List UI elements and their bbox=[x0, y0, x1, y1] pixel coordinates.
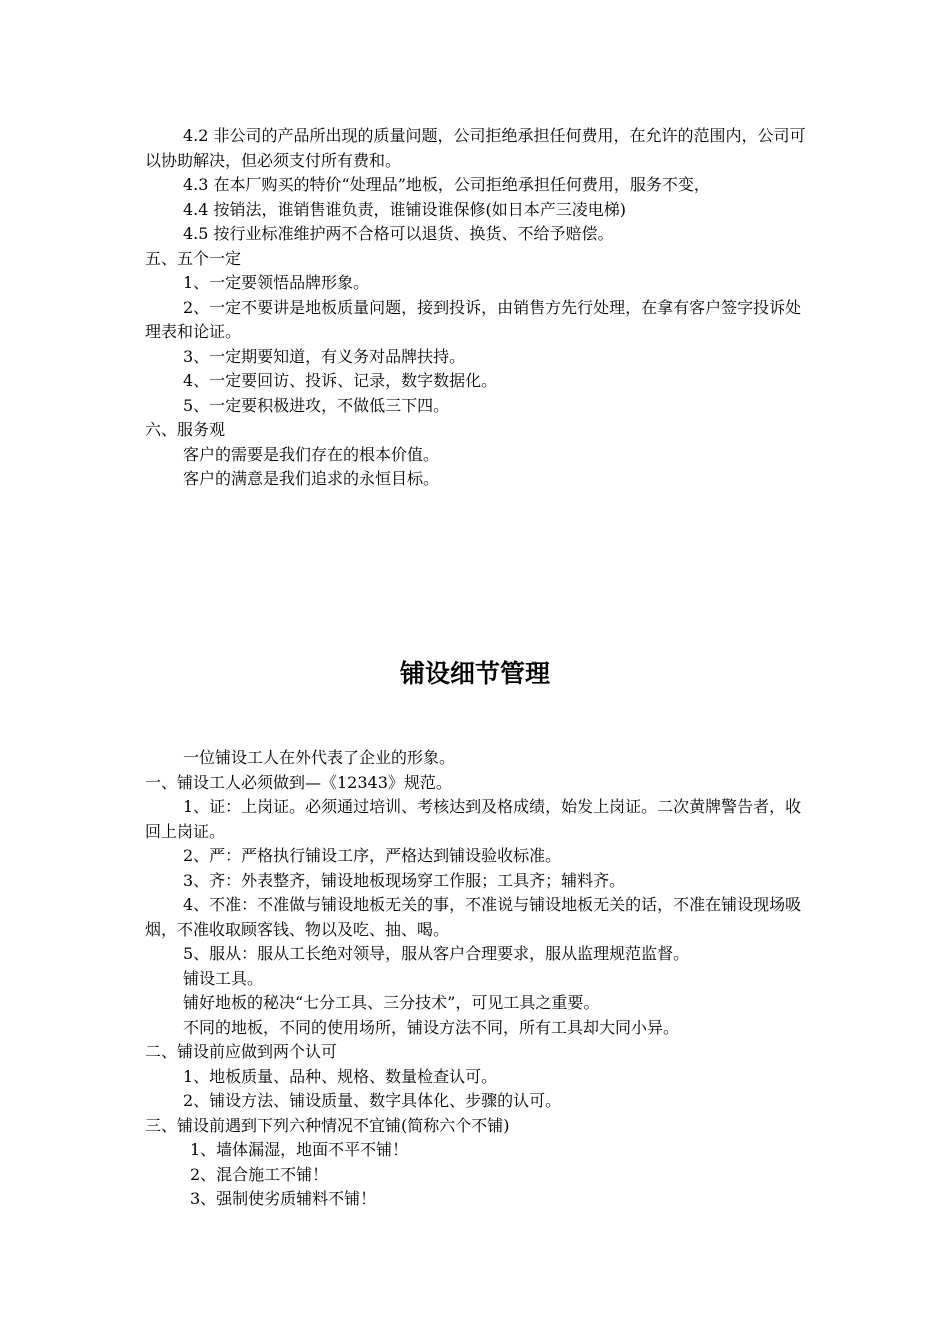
list-item-must-3: 3、一定期要知道，有义务对品牌扶持。 bbox=[183, 346, 466, 366]
list-item-must-4: 4、一定要回访、投诉、记录，数字数据化。 bbox=[183, 371, 498, 390]
tools-importance: 铺好地板的秘决“七分工具、三分技术”，可见工具之重要。 bbox=[183, 993, 600, 1012]
paragraph-4-2: 4.2 非公司的产品所出现的质量问题，公司拒绝承担任何费用，在允许的范围内，公司可以协助解决，但必须支付所有费和。 bbox=[145, 126, 806, 170]
list-item-must-1: 1、一定要领悟品牌形象。 bbox=[183, 273, 370, 292]
no-install-item-1: 1、墙体漏湿，地面不平不铺！ bbox=[190, 1140, 409, 1159]
standard-item-1: 1、证：上岗证。必须通过培训、考核达到及格成绩，始发上岗证。二次黄牌警告者，收回上岗证。 bbox=[145, 797, 802, 841]
tools-similarity: 不同的地板，不同的使用场所，铺设方法不同，所有工具却大同小异。 bbox=[183, 1017, 680, 1037]
heading-service-view: 六、服务观 bbox=[145, 420, 226, 439]
heading-six-no-install: 三、铺设前遇到下列六种情况不宜铺(简称六个不铺) bbox=[145, 1115, 510, 1135]
page-title: 铺设细节管理 bbox=[399, 659, 550, 688]
section-warranty-and-service bbox=[145, 124, 815, 492]
paragraph-4-3: 4.3 在本厂购买的特价“处理品”地板，公司拒绝承担任何费用，服务不变， bbox=[183, 175, 710, 194]
heading-five-musts: 五、五个一定 bbox=[145, 248, 242, 268]
paragraph-4-5: 4.5 按行业标准维护两不合格可以退货、换货、不给予赔偿。 bbox=[183, 224, 614, 243]
standard-item-3: 3、齐：外表整齐，铺设地板现场穿工作服；工具齐；辅料齐。 bbox=[183, 870, 626, 890]
approval-item-2: 2、铺设方法、铺设质量、数字具体化、步骤的认可。 bbox=[183, 1091, 562, 1110]
no-install-item-3: 3、强制使劣质辅料不铺！ bbox=[190, 1189, 377, 1208]
standard-item-2: 2、严：严格执行铺设工序，严格达到铺设验收标准。 bbox=[183, 846, 562, 865]
heading-worker-standards: 一、铺设工人必须做到—《12343》规范。 bbox=[145, 772, 452, 792]
standard-item-4: 4、不准：不准做与铺设地板无关的事，不准说与铺设地板无关的话，不准在铺设现场吸烟，不准收取顾客钱、物以及吃、抽、喝。 bbox=[145, 895, 802, 939]
section-installation-details bbox=[145, 746, 815, 1212]
tools-line: 铺设工具。 bbox=[183, 968, 264, 988]
intro-paragraph: 一位铺设工人在外代表了企业的形象。 bbox=[183, 748, 456, 767]
service-statement-2: 客户的满意是我们追求的永恒目标。 bbox=[183, 469, 440, 488]
standard-item-5: 5、服从：服从工长绝对领导，服从客户合理要求，服从监理规范监督。 bbox=[183, 944, 690, 963]
service-statement-1: 客户的需要是我们存在的根本价值。 bbox=[183, 444, 440, 464]
heading-two-approvals: 二、铺设前应做到两个认可 bbox=[145, 1042, 338, 1061]
list-item-must-2: 2、一定不要讲是地板质量问题，接到投诉，由销售方先行处理，在拿有客户签字投诉处理表和论证。 bbox=[145, 297, 802, 341]
no-install-item-2: 2、混合施工不铺！ bbox=[190, 1164, 329, 1184]
paragraph-4-4: 4.4 按销法，谁销售谁负责，谁铺设谁保修(如日本产三凌电梯) bbox=[183, 199, 627, 219]
approval-item-1: 1、地板质量、品种、规格、数量检查认可。 bbox=[183, 1066, 498, 1086]
list-item-must-5: 5、一定要积极进攻，不做低三下四。 bbox=[183, 395, 450, 415]
